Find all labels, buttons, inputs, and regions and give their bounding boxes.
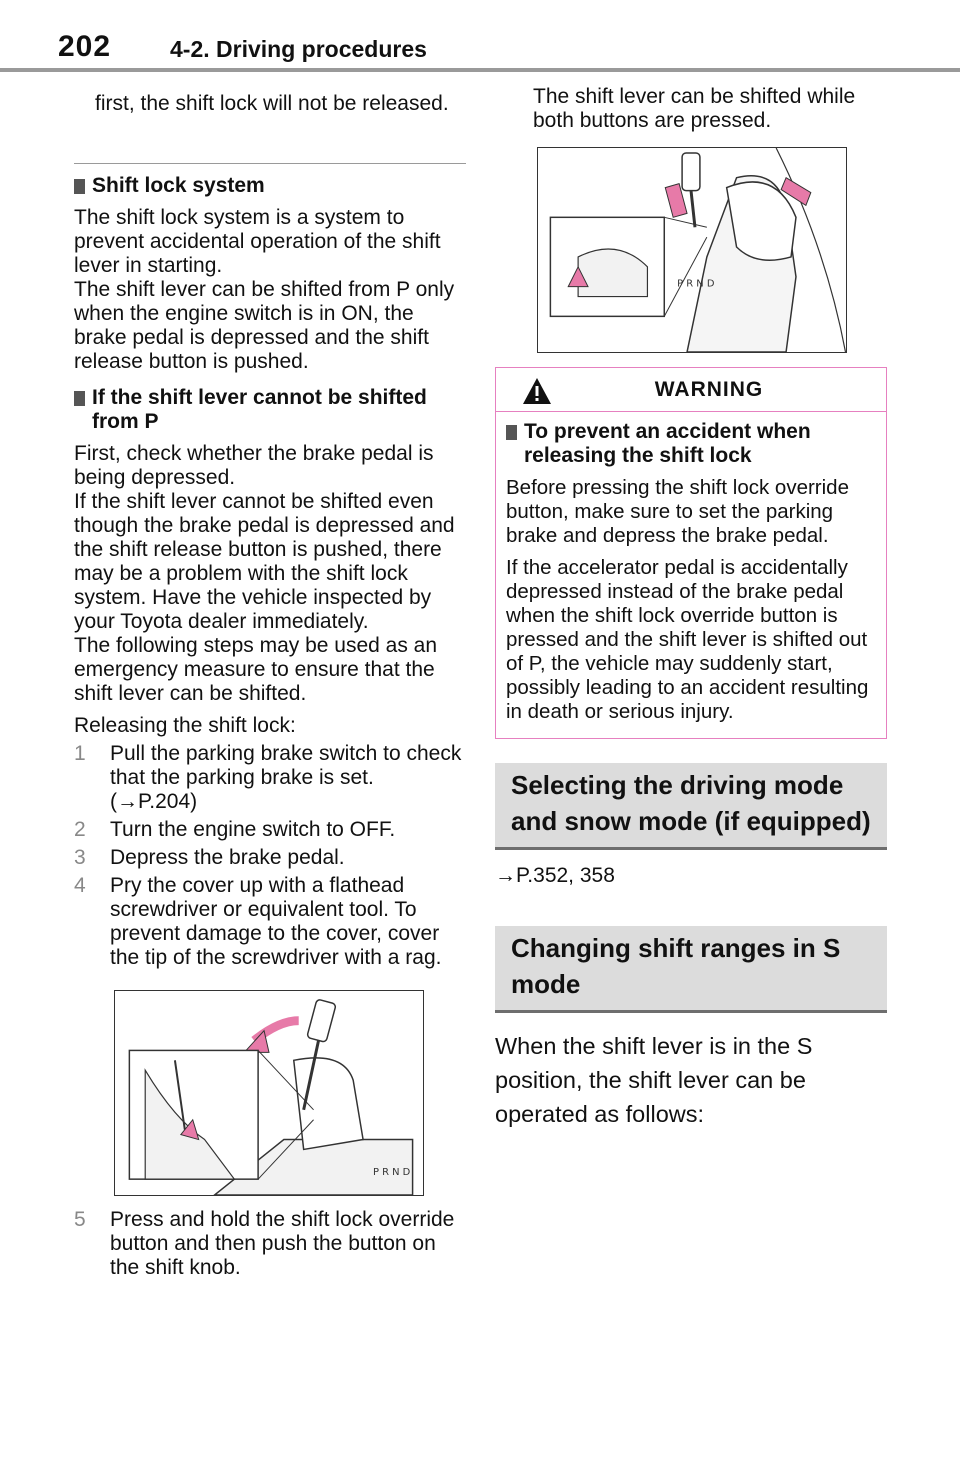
square-bullet-icon — [506, 425, 517, 440]
page-header — [0, 0, 960, 80]
warning-body — [496, 412, 886, 738]
section-divider — [74, 163, 466, 164]
shift-lock-text-2: The shift lever can be shifted from P only when the engine switch is in ON, the brake pedal is depressed and the shift release button is pushed. — [74, 278, 455, 373]
warning-triangle-icon — [522, 377, 552, 405]
continued-text: first, the shift lock will not be released. — [95, 92, 449, 115]
cannot-shift-heading: If the shift lever cannot be shifted from P — [74, 386, 466, 434]
illustration-pry-cover — [114, 990, 424, 1196]
square-bullet-icon — [74, 391, 85, 406]
shift-lock-heading: Shift lock system — [74, 174, 466, 198]
list-item: 4 Pry the cover up with a flathead screwdriver or equivalent tool. To prevent damage to the cover, cover the tip of the screwdriver with a rag. — [74, 874, 442, 969]
driving-mode-heading-box — [495, 763, 887, 850]
right-column — [495, 85, 887, 1131]
warning-title: WARNING — [654, 377, 764, 401]
warning-heading: To prevent an accident when releasing the shift lock — [506, 420, 876, 468]
illustration-shift-knob — [537, 147, 847, 353]
s-mode-text: When the shift lever is in the S position, the shift lever can be operated as follows: — [495, 1033, 813, 1127]
svg-text:P R N D: P R N D — [372, 1167, 411, 1179]
square-bullet-icon — [74, 179, 85, 194]
cannot-shift-text-3: The following steps may be used as an emergency measure to ensure that the shift lever can be shifted. — [74, 634, 438, 705]
list-item: 2 Turn the engine switch to OFF. — [74, 818, 396, 841]
cannot-shift-text-1: First, check whether the brake pedal is being depressed. — [74, 442, 434, 489]
page-number: 202 — [58, 30, 112, 63]
driving-mode-reference: →P.352, 358 — [495, 864, 615, 887]
release-steps-continued — [74, 1208, 466, 1280]
warning-text-1: Before pressing the shift lock override button, make sure to set the parking brake and depress the brake pedal. — [506, 476, 849, 547]
driving-mode-heading: Selecting the driving mode and snow mode (if equipped) — [511, 770, 871, 836]
release-steps — [74, 742, 466, 970]
warning-header — [496, 368, 886, 412]
releasing-label: Releasing the shift lock: — [74, 714, 296, 737]
section-title: 4-2. Driving procedures — [170, 36, 427, 62]
warning-text-2: If the accelerator pedal is accidentally depressed instead of the brake pedal when the shift lock override button is pressed and the shift lever is shifted out of P, the vehicle may suddenly start, possibly leading to an accident resulting in death or serious injury. — [506, 556, 869, 723]
list-item: 5 Press and hold the shift lock override button and then push the button on the shift knob. — [74, 1208, 455, 1279]
s-mode-heading-box — [495, 926, 887, 1013]
shift-cover-illustration — [115, 991, 423, 1195]
warning-box — [495, 367, 887, 739]
left-column — [74, 85, 466, 1284]
s-mode-heading: Changing shift ranges in S mode — [511, 933, 841, 999]
list-item: 1 Pull the parking brake switch to check that the parking brake is set. (→P.204) — [74, 742, 462, 813]
shift-lock-text-1: The shift lock system is a system to prevent accidental operation of the shift lever in starting. — [74, 206, 441, 277]
intro-text: The shift lever can be shifted while both buttons are pressed. — [533, 85, 856, 132]
shift-knob-illustration — [538, 148, 846, 352]
header-divider — [0, 68, 960, 72]
svg-text:P R N D: P R N D — [677, 278, 715, 290]
cannot-shift-text-2: If the shift lever cannot be shifted even though the brake pedal is depressed and the shift release button is pushed, there may be a problem with the shift lock system. Have the vehicle inspected by your Toyota dealer immediately. — [74, 490, 455, 633]
list-item: 3 Depress the brake pedal. — [74, 846, 345, 869]
